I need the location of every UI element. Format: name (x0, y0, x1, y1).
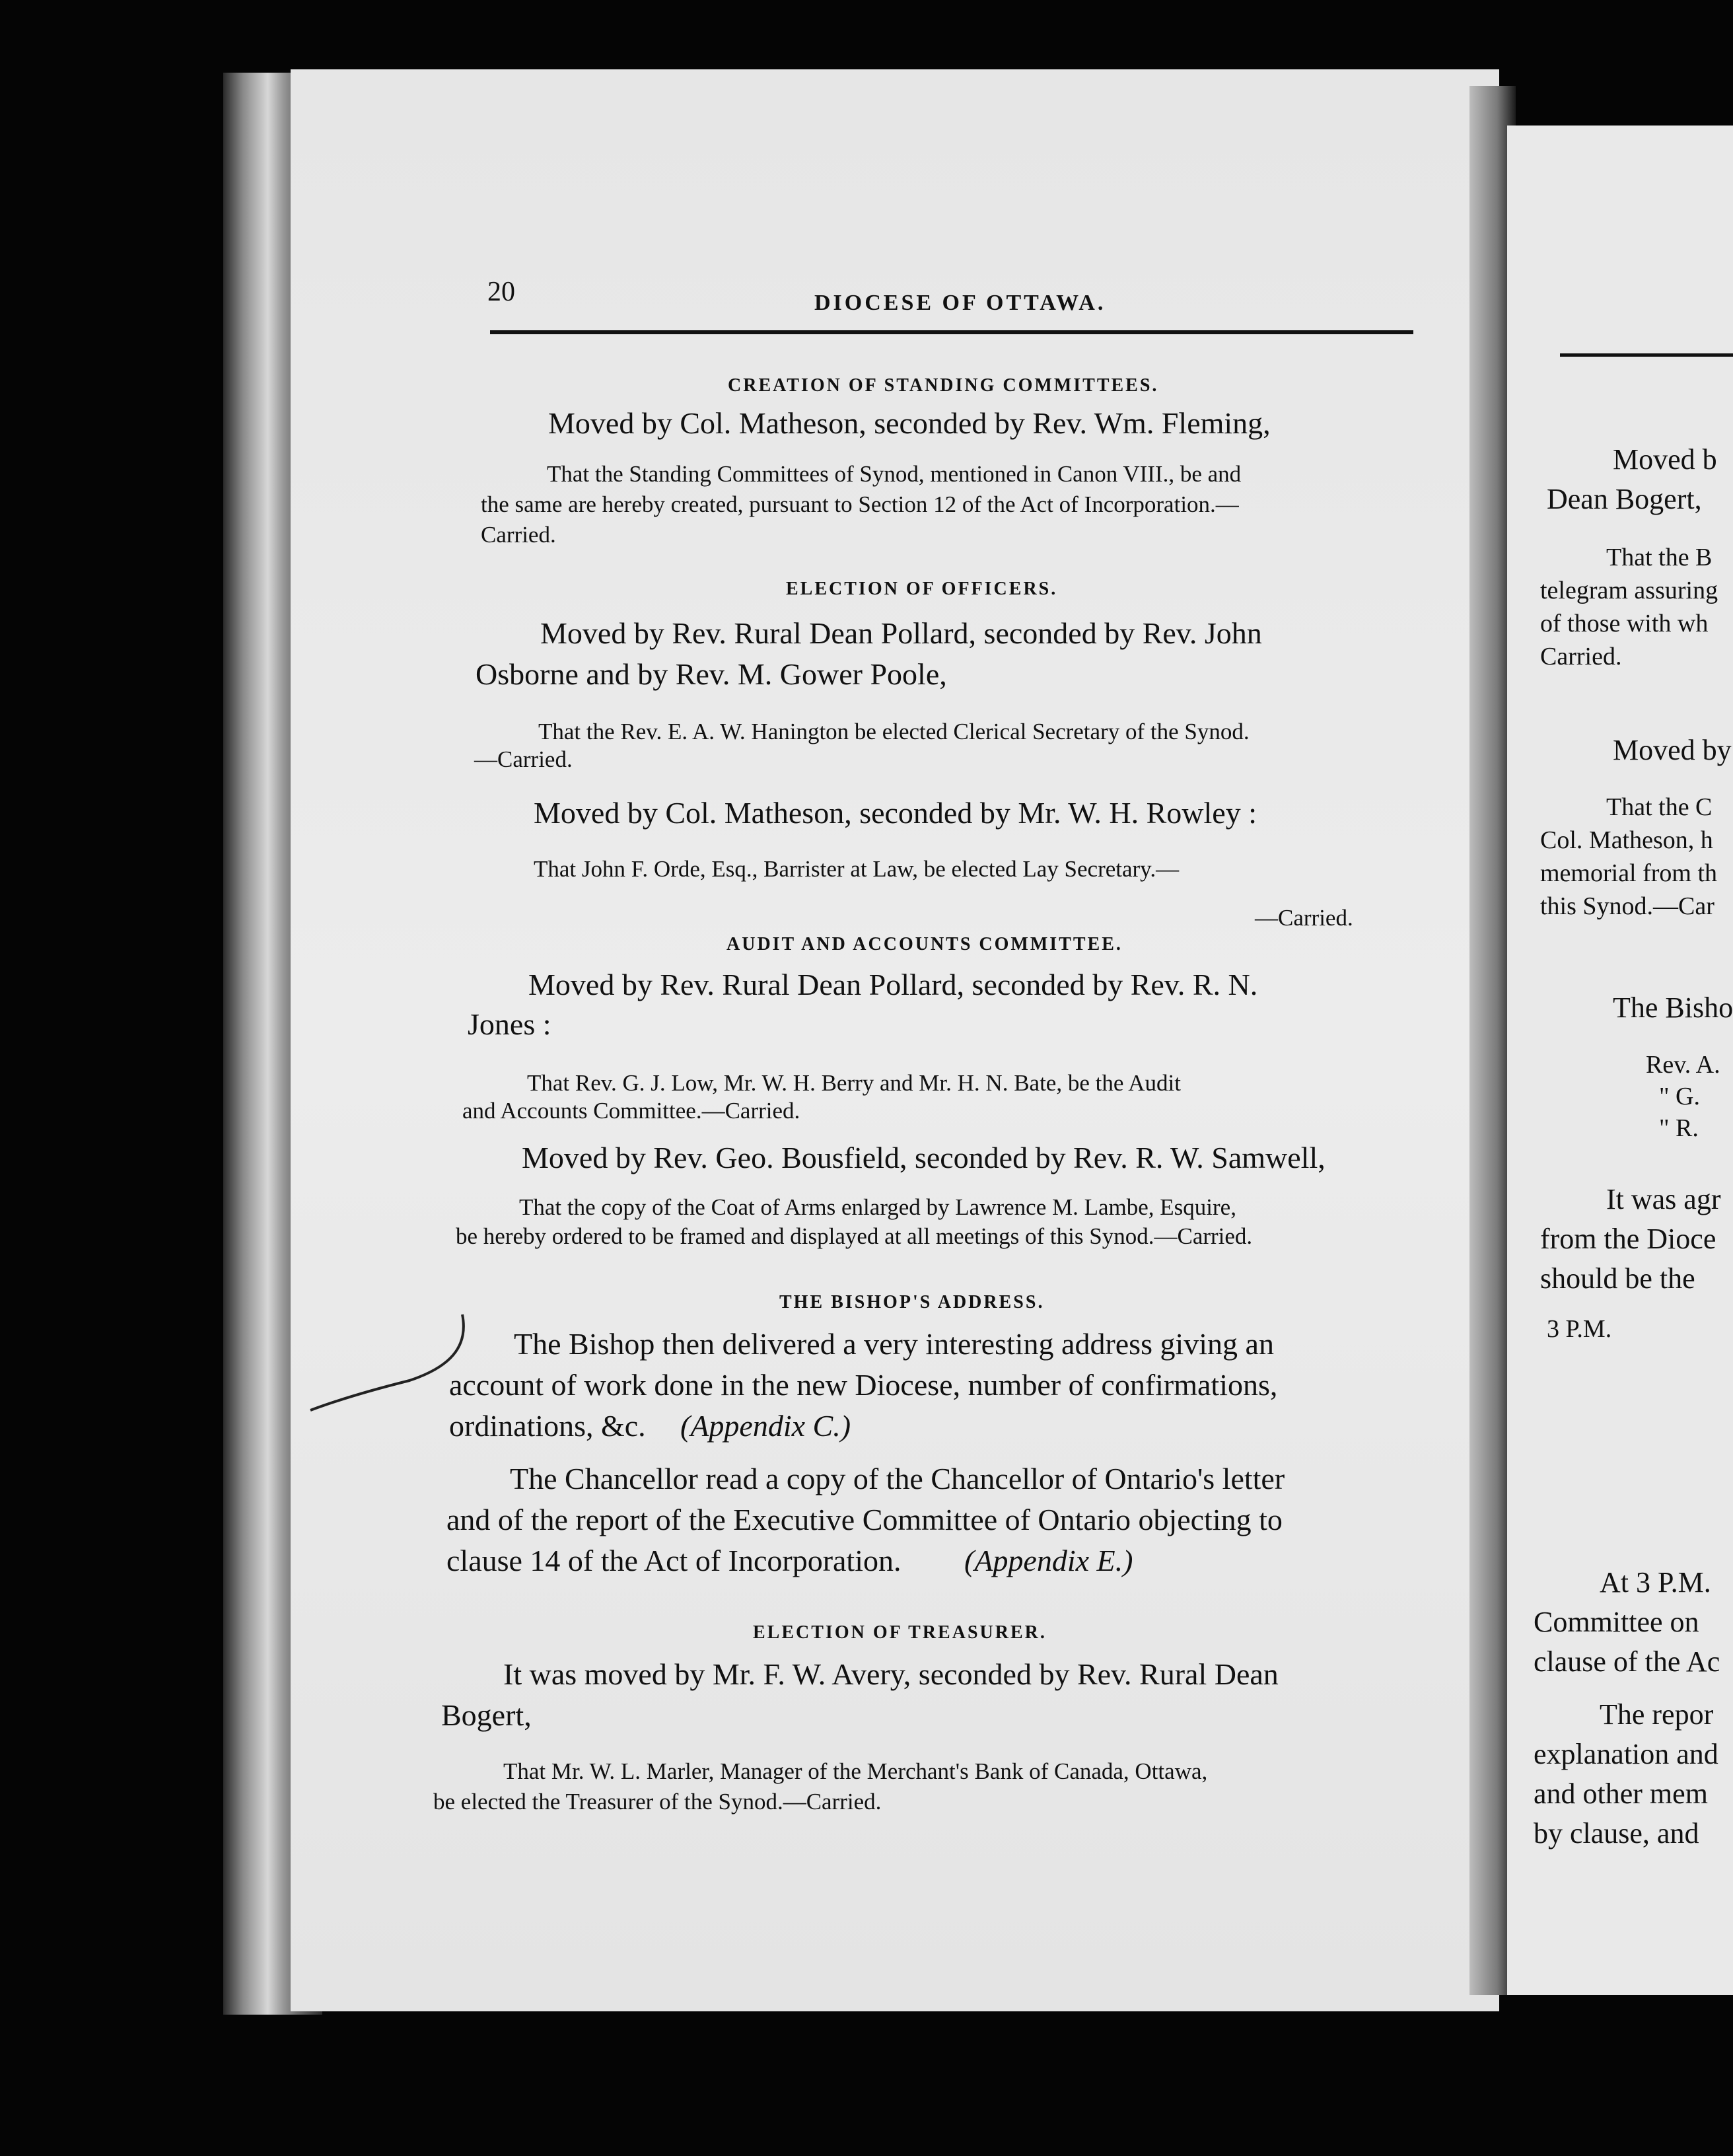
right-line: of those with wh (1540, 610, 1709, 637)
right-line: clause of the Ac (1534, 1645, 1720, 1678)
motion-standing: Moved by Col. Matheson, seconded by Rev. Wm. Fleming, (548, 406, 1271, 440)
motion-treasurer-line1: It was moved by Mr. F. W. Avery, seconded by Rev. Rural Dean (503, 1657, 1279, 1691)
address-para1-line1: The Bishop then delivered a very interesting address giving an (514, 1327, 1274, 1361)
resolution-standing-line2: the same are hereby created, pursuant to Section 12 of the Act of Incorporation.— (481, 491, 1239, 517)
right-line: from the Dioce (1540, 1223, 1716, 1255)
motion-lay-secretary: Moved by Col. Matheson, seconded by Mr. W. H. Rowley : (534, 796, 1257, 830)
appendix-c-reference: (Appendix C.) (680, 1409, 851, 1443)
resolution-standing-line3: Carried. (481, 522, 556, 548)
right-line: Col. Matheson, h (1540, 826, 1713, 854)
resolution-coat-line1: That the copy of the Coat of Arms enlarged by Lawrence M. Lambe, Esquire, (519, 1194, 1236, 1220)
right-line: Moved by (1613, 734, 1732, 766)
right-page (1507, 126, 1733, 1995)
right-line: Rev. A. (1646, 1051, 1720, 1079)
motion-audit-line2: Jones : (468, 1007, 551, 1041)
section-heading-treasurer: ELECTION OF TREASURER. (753, 1622, 1047, 1643)
address-para1-line2: account of work done in the new Diocese, number of confirmations, (449, 1368, 1278, 1402)
motion-officers-line2: Osborne and by Rev. M. Gower Poole, (476, 657, 947, 691)
resolution-lay-secretary: That John F. Orde, Esq., Barrister at Law, be elected Lay Secretary.— (534, 856, 1180, 882)
margin-pen-stroke (297, 1308, 482, 1420)
right-line: this Synod.—Car (1540, 892, 1715, 920)
motion-officers-line1: Moved by Rev. Rural Dean Pollard, seconded by Rev. John (540, 616, 1262, 650)
address-para2-line3: clause 14 of the Act of Incorporation. (446, 1544, 902, 1577)
appendix-e-reference: (Appendix E.) (964, 1544, 1133, 1577)
resolution-coat-line2: be hereby ordered to be framed and displayed at all meetings of this Synod.—Carried. (456, 1223, 1253, 1249)
section-heading-standing: CREATION OF STANDING COMMITTEES. (728, 375, 1159, 396)
address-para1-line3: ordinations, &c. (449, 1409, 646, 1443)
resolution-audit-line2: and Accounts Committee.—Carried. (462, 1098, 800, 1124)
right-line: That the B (1606, 544, 1713, 571)
resolution-lay-secretary-carried: —Carried. (1255, 905, 1353, 931)
right-line: Moved b (1613, 443, 1717, 476)
right-line: Carried. (1540, 643, 1622, 670)
right-line: " R. (1659, 1114, 1699, 1142)
right-line: by clause, and (1534, 1817, 1699, 1850)
right-line: That the C (1606, 793, 1713, 821)
resolution-audit-line1: That Rev. G. J. Low, Mr. W. H. Berry and Mr. H. N. Bate, be the Audit (527, 1070, 1181, 1096)
address-para2-line1: The Chancellor read a copy of the Chancellor of Ontario's letter (510, 1462, 1285, 1495)
right-line: explanation and (1534, 1738, 1718, 1770)
address-para2-line2: and of the report of the Executive Committee of Ontario objecting to (446, 1503, 1283, 1536)
resolution-standing-line1: That the Standing Committees of Synod, mentioned in Canon VIII., be and (547, 461, 1242, 487)
header-rule (490, 330, 1413, 334)
right-line: and other mem (1534, 1778, 1708, 1810)
resolution-officers-line1: That the Rev. E. A. W. Hanington be elected Clerical Secretary of the Synod. (538, 719, 1250, 744)
section-heading-officers: ELECTION OF OFFICERS. (786, 579, 1058, 599)
right-line: It was agr (1606, 1183, 1721, 1215)
right-line: " G. (1659, 1083, 1700, 1110)
right-line: The Bisho (1613, 991, 1733, 1024)
resolution-officers-line2: —Carried. (474, 746, 573, 772)
section-heading-audit: AUDIT AND ACCOUNTS COMMITTEE. (726, 934, 1123, 954)
right-line: Dean Bogert, (1547, 483, 1702, 515)
right-line: At 3 P.M. (1600, 1566, 1711, 1599)
motion-treasurer-line2: Bogert, (441, 1698, 532, 1732)
right-line: memorial from th (1540, 859, 1718, 887)
right-line: 3 P.M. (1547, 1315, 1612, 1343)
resolution-treasurer-line1: That Mr. W. L. Marler, Manager of the Merchant's Bank of Canada, Ottawa, (503, 1758, 1208, 1784)
right-header-rule (1560, 353, 1733, 357)
page-number: 20 (487, 277, 515, 307)
section-heading-address: THE BISHOP'S ADDRESS. (779, 1292, 1045, 1312)
motion-audit-line1: Moved by Rev. Rural Dean Pollard, seconded by Rev. R. N. (528, 968, 1258, 1001)
motion-coat-of-arms: Moved by Rev. Geo. Bousfield, seconded by Rev. R. W. Samwell, (522, 1141, 1326, 1174)
right-line: The repor (1600, 1698, 1714, 1731)
running-title: DIOCESE OF OTTAWA. (814, 291, 1106, 315)
right-line: should be the (1540, 1262, 1695, 1295)
resolution-treasurer-line2: be elected the Treasurer of the Synod.—Carried. (433, 1789, 882, 1815)
right-line: Committee on (1534, 1606, 1699, 1638)
right-line: telegram assuring (1540, 577, 1718, 604)
